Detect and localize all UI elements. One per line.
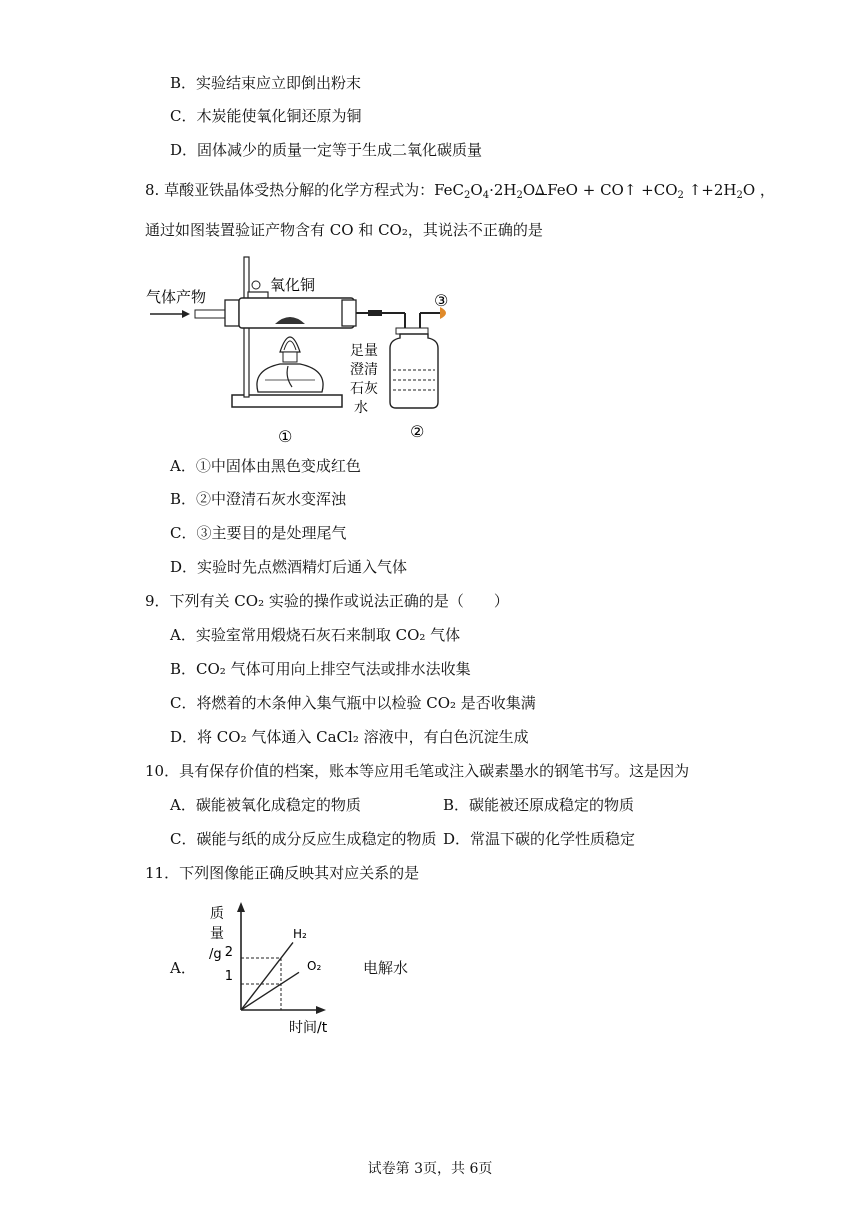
q10-option-d: D．常温下碳的化学性质稳定 bbox=[443, 830, 636, 848]
label-3: ③ bbox=[434, 291, 449, 310]
q9-option-d: D．将 CO₂ 气体通入 CaCl₂ 溶液中，有白色沉淀生成 bbox=[170, 728, 529, 746]
q8-option-c: C．③主要目的是处理尾气 bbox=[170, 524, 347, 542]
chart-ylabel-3: /g bbox=[209, 947, 222, 962]
label-lime-3: 石灰 bbox=[350, 381, 378, 397]
q10-option-c: C．碳能与纸的成分反应生成稳定的物质 bbox=[170, 830, 437, 848]
chart-ylabel-1: 质 bbox=[210, 906, 224, 922]
chart-line-h2 bbox=[241, 942, 293, 1010]
chart-tick-1: 1 bbox=[224, 969, 233, 984]
chart-series-h2: H₂ bbox=[293, 927, 307, 941]
q10-stem: 10．具有保存价值的档案，账本等应用毛笔或注入碳素墨水的钢笔书写。这是因为 bbox=[145, 762, 690, 780]
label-lime-1: 足量 bbox=[350, 343, 378, 359]
q10-option-a: A．碳能被氧化成稳定的物质 bbox=[170, 796, 361, 814]
q8-eq-water: O ， bbox=[742, 181, 775, 199]
q8-option-d: D．实验时先点燃酒精灯后通入气体 bbox=[170, 558, 408, 576]
q8-eq-heat: Δ bbox=[535, 183, 545, 198]
q8-apparatus-figure bbox=[140, 252, 470, 447]
q11-chart-electrolysis bbox=[205, 900, 355, 1035]
q8-stem: 8. 草酸亚铁晶体受热分解的化学方程式为：$FeC_2O_4\cdot 2H_2O$ Δ FeO + CO↑ $+CO_2$ $↑+2H_2O$ ， bbox=[145, 181, 775, 201]
label-2: ② bbox=[410, 422, 425, 441]
q8-eq-products: FeO + CO↑ +CO bbox=[547, 181, 678, 199]
chart-series-o2: O₂ bbox=[307, 959, 322, 973]
q11-option-a-label: A． bbox=[170, 959, 196, 977]
q8-option-a: A．①中固体由黑色变成红色 bbox=[170, 457, 361, 475]
label-1: ① bbox=[278, 427, 293, 446]
label-lime-4: 水 bbox=[354, 400, 368, 416]
q11-stem: 11．下列图像能正确反映其对应关系的是 bbox=[145, 864, 420, 882]
page-footer: 试卷第 3页，共 6页 bbox=[367, 1161, 493, 1177]
label-copper-oxide: 氧化铜 bbox=[270, 276, 316, 294]
q7-option-c: C．木炭能使氧化铜还原为铜 bbox=[170, 107, 362, 125]
q9-option-a: A．实验室常用煅烧石灰石来制取 CO₂ 气体 bbox=[170, 626, 461, 644]
q8-line2: 通过如图装置验证产物含有 CO 和 CO₂，其说法不正确的是 bbox=[145, 221, 543, 239]
q10-option-b: B．碳能被还原成稳定的物质 bbox=[443, 796, 635, 814]
q8-eq-reactant: FeC bbox=[434, 181, 465, 199]
q8-eq-tail: ↑+2H bbox=[688, 181, 737, 199]
label-gas-products: 气体产物 bbox=[146, 288, 207, 306]
q9-option-c: C．将燃着的木条伸入集气瓶中以检验 CO₂ 是否收集满 bbox=[170, 694, 536, 712]
chart-tick-2: 2 bbox=[224, 945, 233, 960]
q7-option-d: D．固体减少的质量一定等于生成二氧化碳质量 bbox=[170, 141, 483, 159]
limewater-bottle bbox=[390, 334, 438, 408]
alcohol-lamp bbox=[257, 364, 323, 392]
q7-option-b: B．实验结束应立即倒出粉末 bbox=[170, 74, 362, 92]
q9-option-b: B．CO₂ 气体可用向上排空气法或排水法收集 bbox=[170, 660, 471, 678]
label-lime-2: 澄清 bbox=[350, 362, 378, 378]
chart-ylabel-2: 量 bbox=[210, 926, 224, 942]
q9-stem: 9．下列有关 CO₂ 实验的操作或说法正确的是（ ） bbox=[145, 592, 509, 610]
chart-line-o2 bbox=[241, 972, 299, 1010]
q11-option-a-caption: 电解水 bbox=[363, 959, 409, 977]
q8-option-b: B．②中澄清石灰水变浑浊 bbox=[170, 490, 347, 508]
q8-stem-prefix: 8. 草酸亚铁晶体受热分解的化学方程式为： bbox=[145, 181, 435, 199]
chart-xlabel: 时间/t bbox=[289, 1020, 328, 1035]
